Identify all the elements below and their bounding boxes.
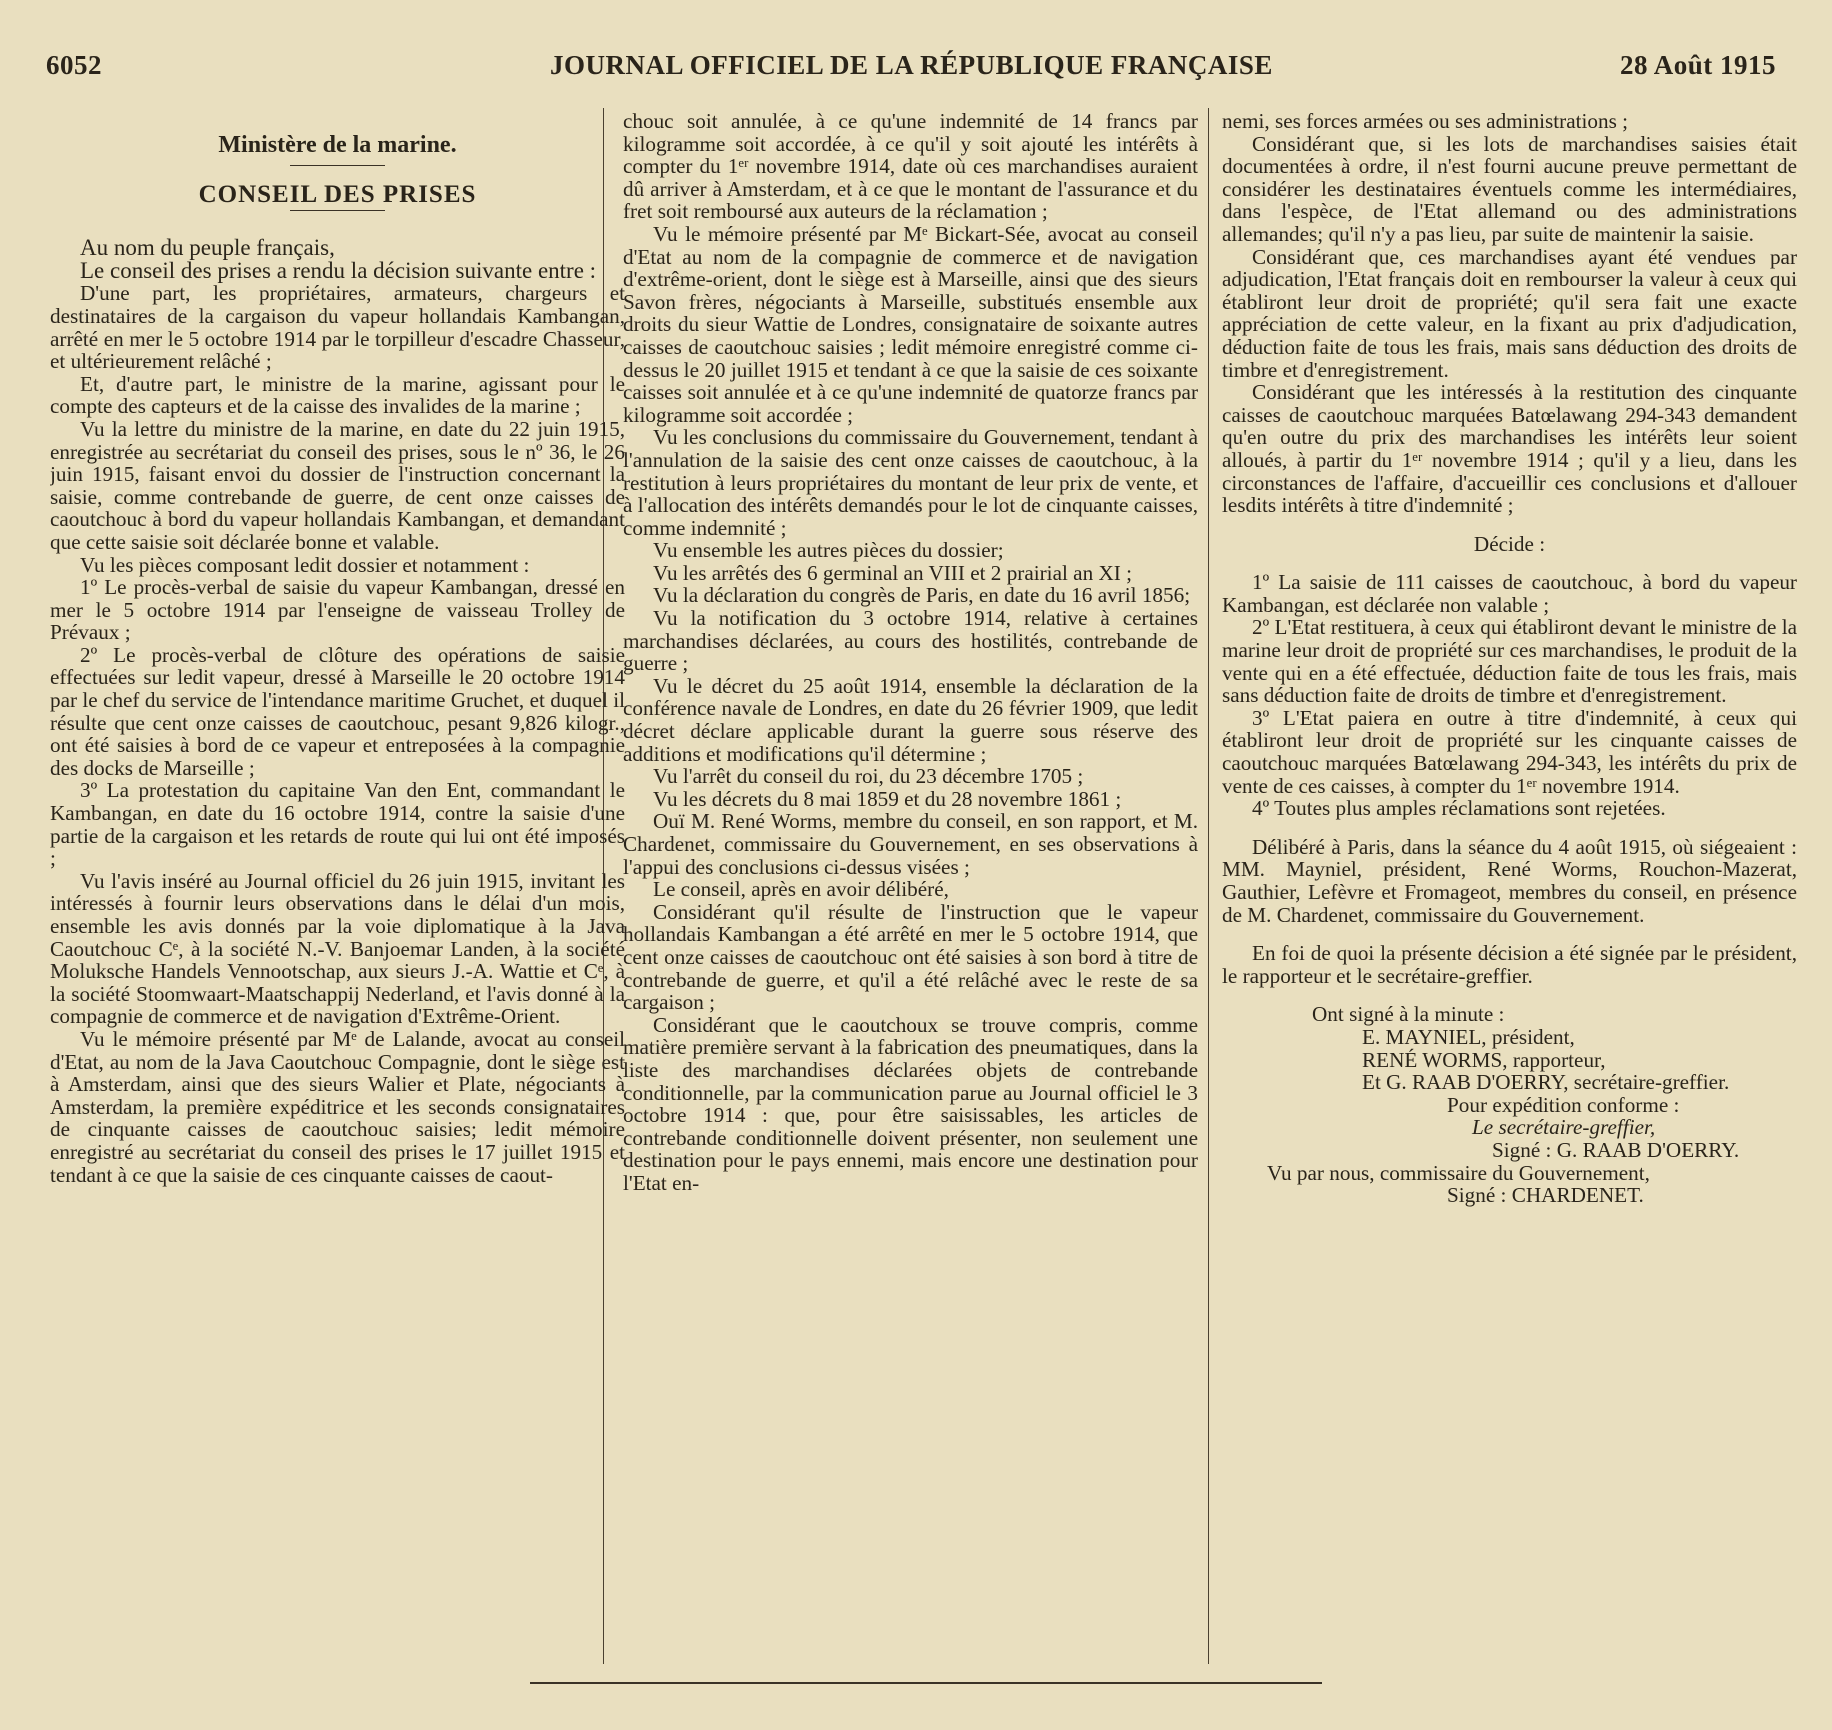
paragraph: 2º Le procès-verbal de clôture des opérations de saisie effectuées sur ledit vapeur, dressé à Marseille le 20 octobre 1914 par le chef du service de l'intendance maritime Gruchet, et duquel il résulte que cent onze caisses de caoutchouc, pesant 9,826 kilogr., ont été saisies à bord de ce vapeur et entreposées à la compagnie des docks de Marseille ; — [50, 642, 625, 780]
paragraph: Vu le mémoire présenté par Mᵉ de Lalande, avocat au conseil d'Etat, au nom de la Java Caoutchouc Compagnie, dont le siège est à Amsterdam, ainsi que des sieurs Walier et Plate, négociants à Amsterdam, la première expéditrice et les seconds consignataires de cinquante caisses de caoutchouc saisies; ledit mémoire enregistré au secrétariat du conseil des prises le 17 juillet 1915 et tendant à ce que la saisie de ces cinquante caisses de caout- — [50, 1026, 625, 1187]
paragraph: chouc soit annulée, à ce qu'une indemnité de 14 francs par kilogramme soit accordée, à ce qu'il y soit ajouté les intérêts à compter du 1ᵉʳ novembre 1914, date où ces marchandises auraient dû arriver à Amsterdam, et à ce que le montant de l'assurance et du fret soit remboursé aux auteurs de la réclamation ; — [623, 110, 1198, 224]
spacer — [1222, 987, 1797, 1003]
paragraph: Vu la notification du 3 octobre 1914, relative à certaines marchandises déclarées, au cours des hostilités, contrebande de guerre ; — [623, 606, 1198, 676]
signature-line: Et G. RAAB D'OERRY, secrétaire-greffier. — [1362, 1070, 1730, 1095]
heading-rule — [290, 165, 385, 166]
paragraph: 1º Le procès-verbal de saisie du vapeur Kambangan, dressé en mer le 5 octobre 1914 par l'enseigne de vaisseau Trolley de Prévaux ; — [50, 575, 625, 645]
paragraph: Délibéré à Paris, dans la séance du 4 août 1915, où siégeaient : MM. Mayniel, président, René Worms, Rouchon-Mazerat, Gauthier, Lefèvre et Fromageot, membres du conseil, en présence de M. Chardenet, commissaire du Gouvernement. — [1222, 834, 1797, 927]
signature-line: Le secrétaire-greffier, — [1472, 1115, 1656, 1140]
issue-date: 28 Août 1915 — [1619, 50, 1776, 80]
paragraph: Vu les conclusions du commissaire du Gouvernement, tendant à l'annulation de la saisie des cent onze caisses de caoutchouc, à la restitution à leurs propriétaires du montant de leur prix de vente, et à l'allocation des intérêts demandés pour le lot de cinquante caisses, comme indemnité ; — [623, 425, 1198, 540]
signature-line: E. MAYNIEL, président, — [1362, 1024, 1575, 1049]
paragraph: Considérant que les intéressés à la restitution des cinquante caisses de caoutchouc marquées Batœlawang 294-343 demandent qu'en outre du prix des marchandises les intérêts leur soient alloués, à partir du 1ᵉʳ novembre 1914 ; qu'il y a lieu, dans les circonstances de l'affaire, d'accueillir ces conclusions et d'allouer lesdits intérêts à titre d'indemnité ; — [1222, 380, 1797, 518]
paragraph: Vu la lettre du ministre de la marine, en date du 22 juin 1915, enregistrée au secrétariat du conseil des prises, sous le nº 36, le 26 juin 1915, faisant envoi du dossier de l'instruction concernant la saisie, comme contrebande de guerre, de cent onze caisses de caoutchouc à bord du vapeur hollandais Kambangan, et demandant que cette saisie soit déclarée bonne et valable. — [50, 416, 625, 554]
paragraph: Vu les décrets du 8 mai 1859 et du 28 novembre 1861 ; — [653, 786, 1122, 811]
paragraph: Le conseil des prises a rendu la décision suivante entre : — [80, 257, 597, 283]
paragraph: Vu le mémoire présenté par Mᵉ Bickart-Sée, avocat au conseil d'Etat au nom de la compagnie de commerce et de navigation d'extrême-orient, dont le siège est à Marseille, ainsi que des sieurs Savon frères, négociants à Marseille, substitués ensemble aux droits du sieur Wattie de Londres, consignataire de soixante autres caisses de caoutchouc saisies ; ledit mémoire enregistré comme ci-dessus le 20 juillet 1915 et tendant à ce que la saisie de ces soixante caisses soit annulée et à ce qu'une indemnité de quatorze francs par kilogramme soit accordée ; — [623, 221, 1198, 427]
paragraph: Vu les arrêtés des 6 germinal an VIII et 2 prairial an XI ; — [653, 560, 1132, 585]
signature-line: Vu par nous, commissaire du Gouvernement, — [1267, 1160, 1650, 1185]
page-number: 6052 — [46, 50, 102, 80]
text-column-1 — [50, 110, 625, 1660]
signature-line: Pour expédition conforme : — [1447, 1092, 1680, 1117]
page-header — [46, 50, 1776, 92]
text-column-3 — [1222, 110, 1797, 1660]
paragraph: Considérant qu'il résulte de l'instruction que le vapeur hollandais Kambangan a été arrêté en mer le 5 octobre 1914, que cent onze caisses de caoutchouc ont été saisies à son bord à titre de contrebande de guerre, et qu'il a été relâché avec le reste de sa cargaison ; — [623, 899, 1198, 1015]
paragraph: En foi de quoi la présente décision a été signée par le président, le rapporteur et le secrétaire-greffier. — [1222, 941, 1797, 988]
paragraph: Ouï M. René Worms, membre du conseil, en son rapport, et M. Chardenet, commissaire du Gouvernement, en ses observations à l'appui des conclusions ci-dessus visées ; — [623, 809, 1198, 879]
journal-title: JOURNAL OFFICIEL DE LA RÉPUBLIQUE FRANÇAISE — [550, 50, 1273, 80]
paragraph: Et, d'autre part, le ministre de la marine, agissant pour le compte des capteurs et de la caisse des invalides de la marine ; — [50, 371, 625, 419]
paragraph: Vu la déclaration du congrès de Paris, en date du 16 avril 1856; — [653, 583, 1191, 608]
spacer — [1222, 517, 1797, 533]
paragraph: 2º L'Etat restituera, à ceux qui établiront devant le ministre de la marine leur droit de propriété sur ces marchandises, le produit de la vente qui en a été effectuée, déduction faite de tous les frais, mais sans déduction faite de droits de timbre et d'enregistrement. — [1222, 615, 1797, 708]
signature-line: RENÉ WORMS, rapporteur, — [1362, 1047, 1606, 1072]
paragraph: 4º Toutes plus amples réclamations sont rejetées. — [1252, 796, 1666, 821]
ministry-heading: Ministère de la marine. — [218, 132, 457, 158]
paragraph: Considérant que, si les lots de marchandises saisies était documentées à ordre, il n'est fourni aucune preuve permettant de considérer les destinataires éventuels comme les intermédiaires, dans l'espèce, de l'Etat allemand ou des administrations allemandes; qu'il n'y a pas lieu, par suite de maintenir la saisie. — [1222, 131, 1797, 246]
paragraph: 3º L'Etat paiera en outre à titre d'indemnité, à ceux qui établiront leur droit de propriété sur les cinquante caisses de caoutchouc marquées Batœlawang 294-343, les intérêts du prix de vente de ces caisses, à compter du 1ᵉʳ novembre 1914. — [1222, 705, 1797, 798]
spacer — [1222, 926, 1797, 942]
paragraph: nemi, ses forces armées ou ses administrations ; — [1222, 110, 1628, 133]
text-column-2 — [623, 110, 1198, 1660]
paragraph: Vu ensemble les autres pièces du dossier; — [653, 538, 1004, 563]
paragraph: 1º La saisie de 111 caisses de caoutchouc, à bord du vapeur Kambangan, est déclarée non valable ; — [1222, 570, 1797, 617]
column-divider — [1208, 108, 1209, 1664]
paragraph: Considérant que le caoutchoux se trouve compris, comme matière première servant à la fabrication des pneumatiques, dans la liste des marchandises déclarées objets de contrebande conditionnelle, par la communication parue au Journal officiel le 3 octobre 1914 : que, pour être saisissables, les articles de contrebande conditionnelle doivent présenter, non seulement une destination pour le pays ennemi, mais encore une destination pour l'Etat en- — [623, 1012, 1198, 1195]
paragraph: Vu le décret du 25 août 1914, ensemble la déclaration de la conférence navale de Londres, en date du 26 février 1909, que ledit décret déclare applicable durant la guerre sous réserve des additions et modifications qu'il détermine ; — [623, 673, 1198, 766]
signature-line: Signé : CHARDENET. — [1447, 1183, 1644, 1208]
paragraph: Vu les pièces composant ledit dossier et notamment : — [80, 552, 530, 577]
page-end-rule — [530, 1682, 1322, 1684]
paragraph: Le conseil, après en avoir délibéré, — [653, 877, 949, 902]
section-title: CONSEIL DES PRISES — [198, 180, 477, 208]
spacer — [1222, 555, 1797, 571]
paragraph: Au nom du peuple français, — [80, 235, 335, 261]
decision-heading: Décide : — [1473, 531, 1546, 556]
paragraph: Vu l'avis inséré au Journal officiel du 26 juin 1915, invitant les intéressés à fournir leurs observations dans le délai d'un mois, ensemble les avis donnés par la voie diplomatique à la Java Caoutchouc Cᵉ, à la société N.-V. Banjoemar Landen, à la société Moluksche Handels Vennootschap, aux sieurs J.-A. Wattie et Cᵉ, à la société Stoomwaart-Maatschappij Nederland, et l'avis donné à la compagnie de commerce et de navigation d'Extrême-Orient. — [50, 868, 625, 1029]
signature-line: Signé : G. RAAB D'OERRY. — [1492, 1137, 1740, 1162]
paragraph: Considérant que, ces marchandises ayant été vendues par adjudication, l'Etat français doit en rembourser la valeur à ceux qui établiront leur droit de propriété; qu'il sera fait une exacte appréciation de cette valeur, en la fixant au prix d'adjudication, déduction faite de tous les frais, mais sans déduction des droits de timbre et d'enregistrement. — [1222, 244, 1797, 382]
paragraph: Vu l'arrêt du conseil du roi, du 23 décembre 1705 ; — [653, 764, 1084, 789]
signature-line: Ont signé à la minute : — [1312, 1002, 1505, 1027]
spacer — [1222, 820, 1797, 836]
paragraph: 3º La protestation du capitaine Van den Ent, commandant le Kambangan, en date du 16 octobre 1914, contre la saisie d'une partie de la cargaison et les retards de route qui lui ont été imposés ; — [50, 778, 625, 871]
heading-rule — [290, 210, 385, 211]
paragraph: D'une part, les propriétaires, armateurs, chargeurs et destinataires de la cargaison du vapeur hollandais Kambangan, arrêté en mer le 5 octobre 1914 par le torpilleur d'escadre Chasseur, et ultérieurement relâché ; — [50, 281, 625, 374]
